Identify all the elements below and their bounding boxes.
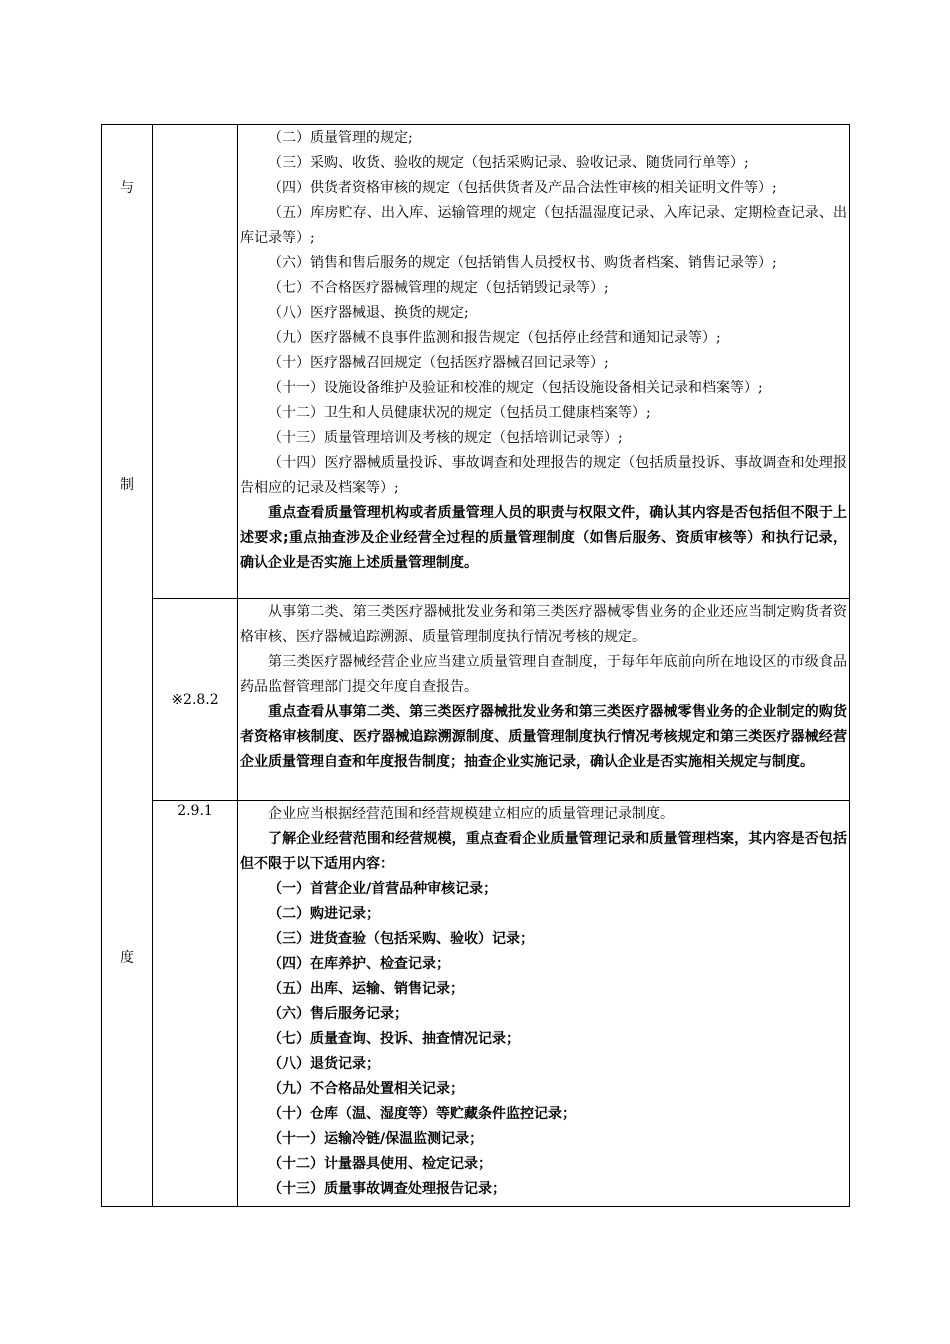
requirement-text: 从事第二类、第三类医疗器械批发业务和第三类医疗器械零售业务的企业还应当制定购货者资格审核、医疗器械追踪溯源、质量管理制度执行情况考核的规定。 bbox=[240, 604, 847, 646]
inspection-table bbox=[101, 124, 850, 1207]
list-item: （八）退货记录； bbox=[268, 1055, 380, 1072]
rule-item: （六）销售和售后服务的规定（包括销售人员授权书、购货者档案、销售记录等）; bbox=[268, 255, 777, 271]
content-cell-3 bbox=[238, 800, 850, 1206]
rule-item: （十二）卫生和人员健康状况的规定（包括员工健康档案等）; bbox=[268, 405, 651, 421]
list-item: （九）不合格品处置相关记录； bbox=[268, 1080, 464, 1097]
code-cell-empty bbox=[153, 125, 238, 599]
rule-item: （十一）设施设备维护及验证和校准的规定（包括设施设备相关记录和档案等）; bbox=[268, 380, 763, 396]
list-item: （一）首营企业/首营品种审核记录； bbox=[268, 880, 498, 897]
list-item: （五）出库、运输、销售记录； bbox=[268, 980, 464, 997]
rule-item: （九）医疗器械不良事件监测和报告规定（包括停止经营和通知记录等）; bbox=[268, 330, 721, 346]
category-char-2: 制 bbox=[120, 477, 134, 493]
rule-item: （十四）医疗器械质量投诉、事故调查和处理报告的规定（包括质量投诉、事故调查和处理报告相应的记录及档案等）; bbox=[240, 455, 847, 496]
inspection-emphasis: 重点查看从事第二类、第三类医疗器械批发业务和第三类医疗器械零售业务的企业制定的购货者资格审核制度、医疗器械追踪溯源制度、质量管理制度执行情况考核规定和第三类医疗器械经营企业质量管理自查和年度报告制度；抽查企业实施记录，确认企业是否实施相关规定与制度。 bbox=[240, 704, 847, 771]
inspection-emphasis: 重点查看质量管理机构或者质量管理人员的职责与权限文件，确认其内容是否包括但不限于上述要求;重点抽查涉及企业经营全过程的质量管理制度（如售后服务、资质审核等）和执行记录，确认企业是否实施上述质量管理制度。 bbox=[240, 505, 847, 571]
list-item: （二）购进记录； bbox=[268, 905, 380, 922]
clause-code: ※2.8.2 bbox=[171, 691, 219, 708]
rule-item: （七）不合格医疗器械管理的规定（包括销毁记录等）; bbox=[268, 280, 609, 296]
list-item: （六）售后服务记录； bbox=[268, 1005, 408, 1022]
rule-item: （二）质量管理的规定; bbox=[268, 130, 413, 146]
category-char-1: 与 bbox=[120, 180, 134, 196]
code-cell bbox=[153, 599, 238, 800]
content-cell-1 bbox=[238, 125, 850, 599]
record-list bbox=[240, 877, 847, 1202]
rule-item: （十三）质量管理培训及考核的规定（包括培训记录等）; bbox=[268, 430, 623, 446]
requirement-text: 企业应当根据经营范围和经营规模建立相应的质量管理记录制度。 bbox=[268, 805, 674, 822]
document-page bbox=[101, 124, 849, 1205]
clause-code: 2.9.1 bbox=[177, 802, 213, 819]
requirement-text: 第三类医疗器械经营企业应当建立质量管理自查制度，于每年年底前向所在地设区的市级食品药品监督管理部门提交年度自查报告。 bbox=[240, 654, 847, 696]
rule-item: （三）采购、收货、验收的规定（包括采购记录、验收记录、随货同行单等）; bbox=[268, 155, 749, 171]
code-cell bbox=[153, 800, 238, 1206]
list-item: （三）进货查验（包括采购、验收）记录； bbox=[268, 930, 534, 947]
category-column bbox=[102, 125, 153, 1207]
list-item: （十）仓库（温、湿度等）等贮藏条件监控记录； bbox=[268, 1105, 576, 1122]
list-item: （十一）运输冷链/保温监测记录； bbox=[268, 1130, 484, 1147]
rule-item: （五）库房贮存、出入库、运输管理的规定（包括温湿度记录、入库记录、定期检查记录、出库记录等）; bbox=[240, 205, 847, 246]
list-item: （七）质量查询、投诉、抽查情况记录； bbox=[268, 1030, 520, 1047]
category-char-3: 度 bbox=[120, 950, 134, 966]
rule-item: （八）医疗器械退、换货的规定; bbox=[268, 305, 469, 321]
rule-item: （十）医疗器械召回规定（包括医疗器械召回记录等）; bbox=[268, 355, 609, 371]
list-item: （四）在库养护、检查记录； bbox=[268, 955, 450, 972]
inspection-emphasis: 了解企业经营范围和经营规模，重点查看企业质量管理记录和质量管理档案，其内容是否包括但不限于以下适用内容： bbox=[240, 830, 847, 872]
list-item: （十二）计量器具使用、检定记录； bbox=[268, 1155, 492, 1172]
rule-item: （四）供货者资格审核的规定（包括供货者及产品合法性审核的相关证明文件等）; bbox=[268, 180, 777, 196]
list-item: （十三）质量事故调查处理报告记录； bbox=[268, 1180, 506, 1197]
content-cell-2 bbox=[238, 599, 850, 800]
